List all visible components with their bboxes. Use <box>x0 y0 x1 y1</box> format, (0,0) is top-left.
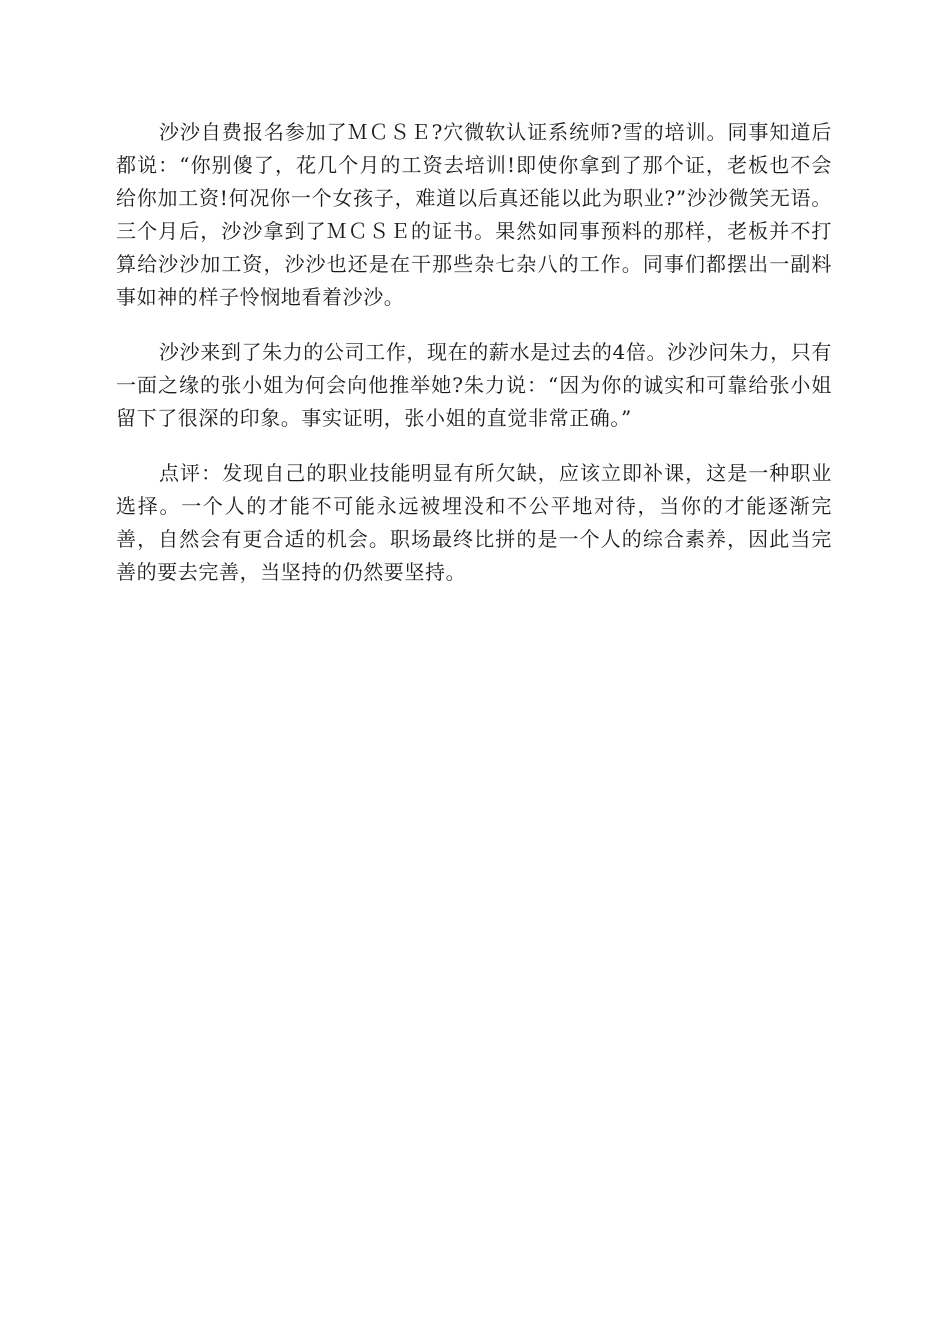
paragraph-training: 沙沙自费报名参加了ＭＣＳＥ?穴微软认证系统师?雪的培训。同事知道后都说：“你别傻了，花几个月的工资去培训!即使你拿到了那个证，老板也不会给你加工资!何况你一个女孩子，难道以后真还能以此为职业?”沙沙微笑无语。三个月后，沙沙拿到了ＭＣＳＥ的证书。果然如同事预料的那样，老板并不打算给沙沙加工资，沙沙也还是在干那些杂七杂八的工作。同事们都摆出一副料事如神的样子怜悯地看着沙沙。 <box>116 120 832 309</box>
paragraph-new-job: 沙沙来到了朱力的公司工作，现在的薪水是过去的4倍。沙沙问朱力，只有一面之缘的张小姐为何会向他推举她?朱力说：“因为你的诚实和可靠给张小姐留下了很深的印象。事实证明，张小姐的直觉非常正确。” <box>116 340 832 430</box>
paragraph-commentary: 点评：发现自己的职业技能明显有所欠缺，应该立即补课，这是一种职业选择。一个人的才能不可能永远被埋没和不公平地对待，当你的才能逐渐完善，自然会有更合适的机会。职场最终比拼的是一个人的综合素养，因此当完善的要去完善，当坚持的仍然要坚持。 <box>116 461 832 584</box>
document-body <box>116 116 832 611</box>
